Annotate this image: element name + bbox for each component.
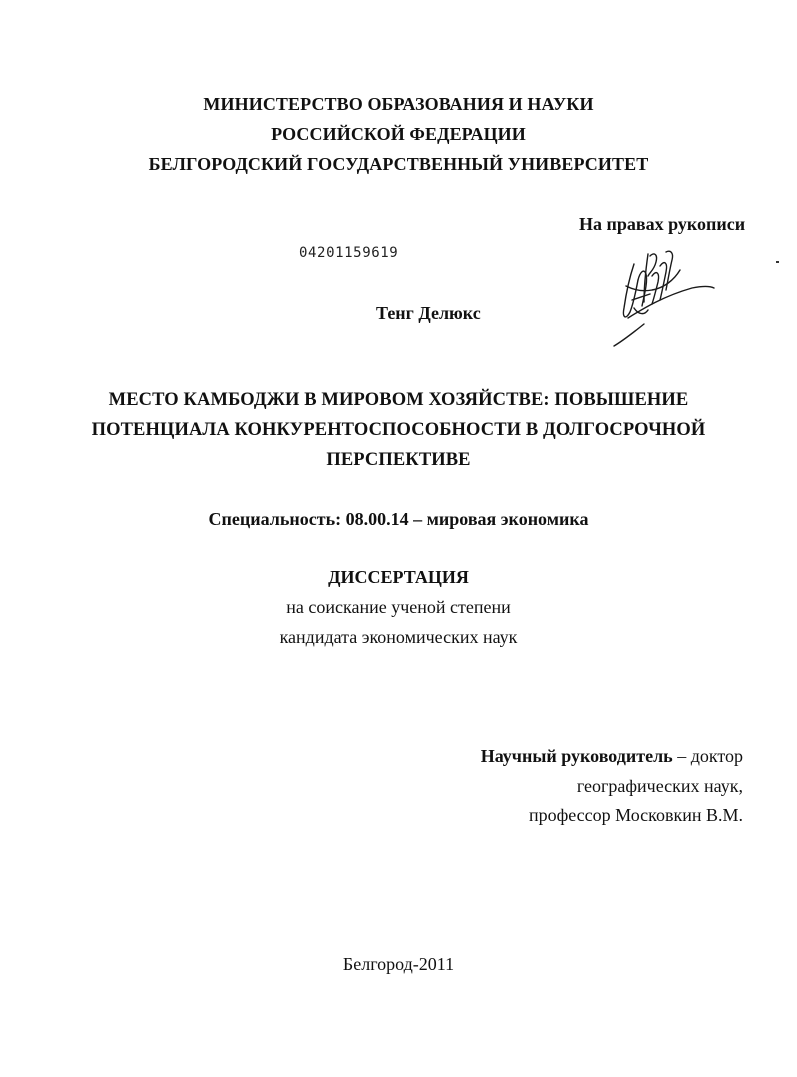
document-type-heading: ДИССЕРТАЦИЯ <box>328 567 469 587</box>
ministry-line-2: РОССИЙСКОЙ ФЕДЕРАЦИИ <box>271 124 526 144</box>
scan-mark <box>776 261 779 263</box>
city-year: Белгород-2011 <box>342 954 455 974</box>
ministry-line-1: МИНИСТЕРСТВО ОБРАЗОВАНИЯ И НАУКИ <box>203 94 594 114</box>
supervisor-line-1 <box>481 745 743 767</box>
author-name: Тенг Делюкс <box>376 303 481 323</box>
signature-icon <box>604 246 724 350</box>
degree-line-2: кандидата экономических наук <box>279 627 518 647</box>
specialty: Специальность: 08.00.14 – мировая экономика <box>208 509 589 529</box>
title-line-2: ПОТЕНЦИАЛА КОНКУРЕНТОСПОСОБНОСТИ В ДОЛГОСРОЧНОЙ <box>91 420 706 440</box>
university-name: БЕЛГОРОДСКИЙ ГОСУДАРСТВЕННЫЙ УНИВЕРСИТЕТ <box>148 154 649 174</box>
title-line-3: ПЕРСПЕКТИВЕ <box>326 450 471 470</box>
supervisor-degree: – доктор <box>672 746 743 766</box>
supervisor-line-3: профессор Московкин В.М. <box>528 805 743 825</box>
supervisor-line-2: географических наук, <box>576 776 743 796</box>
degree-line-1: на соискание ученой степени <box>286 597 511 617</box>
stamp-number: 04201159619 <box>299 245 399 261</box>
supervisor-label: Научный руководитель <box>480 746 673 766</box>
title-line-1: МЕСТО КАМБОДЖИ В МИРОВОМ ХОЗЯЙСТВЕ: ПОВЫШЕНИЕ <box>108 390 689 410</box>
manuscript-note: На правах рукописи <box>579 214 746 234</box>
